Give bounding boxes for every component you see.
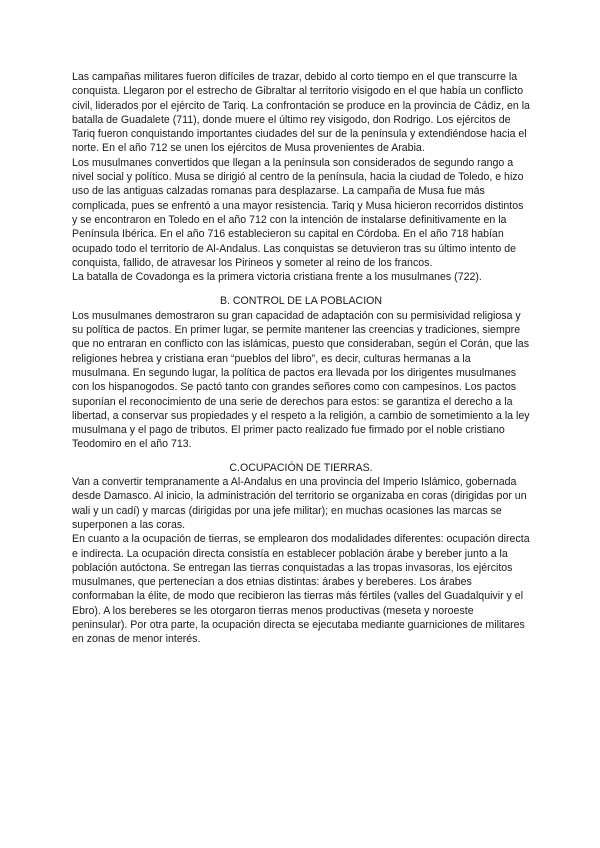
intro-paragraph-1: Las campañas militares fueron difíciles de trazar, debido al corto tiempo en el que transcurre la conquista. Llegaron por el estrecho de Gibraltar al territorio visigodo en el que había un conflicto civil, liderados por el ejército de Tariq. La confrontación se produce en la provincia de Cádiz, en la batalla de Guadalete (711), donde muere el último rey visigodo, don Rodrigo. Los ejércitos de Tariq fueron conquistando importantes ciudades del sur de la península y extendiéndose hacia el norte. En el año 712 se unen los ejércitos de Musa provenientes de Arabia. [72, 71, 530, 155]
section-b [72, 294, 530, 451]
section-b-paragraph-1: Los musulmanes demostraron su gran capacidad de adaptación con su permisividad religiosa y su política de pactos. En primer lugar, se permite mantener las creencias y tradiciones, siempre que no entraran en conflicto con las islámicas, puesto que consideraban, según el Corán, que las religiones hebrea y cristiana eran “pueblos del libro”, es decir, culturas hermanas a la musulmana. En segundo lugar, la política de pactos era llevada por los dirigentes musulmanes con los hispanogodos. Se pactó tanto con grandes señores como con campesinos. Los pactos suponían el reconocimiento de una serie de derechos para estos: se garantiza el derecho a la libertad, a conservar sus propiedades y el respeto a la religión, a cambio de sometimiento a la ley musulmana y el pago de tributos. El primer pacto realizado fue firmado por el noble cristiano Teodomiro en el año 713. [72, 309, 530, 451]
document-page [72, 70, 530, 647]
section-c-paragraph-1: Van a convertir tempranamente a Al-Andalus en una provincia del Imperio Islámico, gobernada desde Damasco. Al inicio, la administración del territorio se organizaba en coras (dirigidas por un wali y un cadí) y marcas (dirigidas por una jefe militar); en muchas ocasiones las marcas se superponen a las coras. [72, 476, 527, 531]
section-c-title: C.OCUPACIÓN DE TIERRAS. [229, 461, 373, 474]
section-c-paragraph-2: En cuanto a la ocupación de tierras, se emplearon dos modalidades diferentes: ocupación directa e indirecta. La ocupación directa consistía en establecer población árabe y bereber junto a la población autóctona. Se entregan las tierras conquistadas a las tropas invasoras, los ejércitos musulmanes, que pertenecían a dos etnias distintas: árabes y bereberes. Los árabes conformaban la élite, de modo que recibieron las tierras más fértiles (valles del Guadalquivir y el Ebro). A los bereberes se les otorgaron tierras menos productivas (meseta y noroeste peninsular). Por otra parte, la ocupación directa se ejecutaba mediante guarniciones de militares en zonas de menor interés. [72, 533, 530, 646]
section-c [72, 461, 530, 647]
intro-section [72, 70, 530, 284]
section-b-title: B. CONTROL DE LA POBLACION [219, 295, 383, 308]
intro-paragraph-2: Los musulmanes convertidos que llegan a la península son considerados de segundo rango a nivel social y político. Musa se dirigió al centro de la península, hacia la ciudad de Toledo, e hizo uso de las antiguas calzadas romanas para desplazarse. La campaña de Musa fue más complicada, pues se enfrentó a una mayor resistencia. Tariq y Musa hicieron recorridos distintos y se encontraron en Toledo en el año 712 con la intención de instalarse definitivamente en la Península Ibérica. En el año 716 establecieron su capital en Córdoba. En el año 718 habían ocupado todo el territorio de Al-Andalus. Las conquistas se detuvieron tras su último intento de conquista, fallido, de atravesar los Pirineos y someter al reino de los francos. [72, 156, 524, 269]
intro-paragraph-3: La batalla de Covadonga es la primera victoria cristiana frente a los musulmanes (722). [72, 271, 482, 284]
